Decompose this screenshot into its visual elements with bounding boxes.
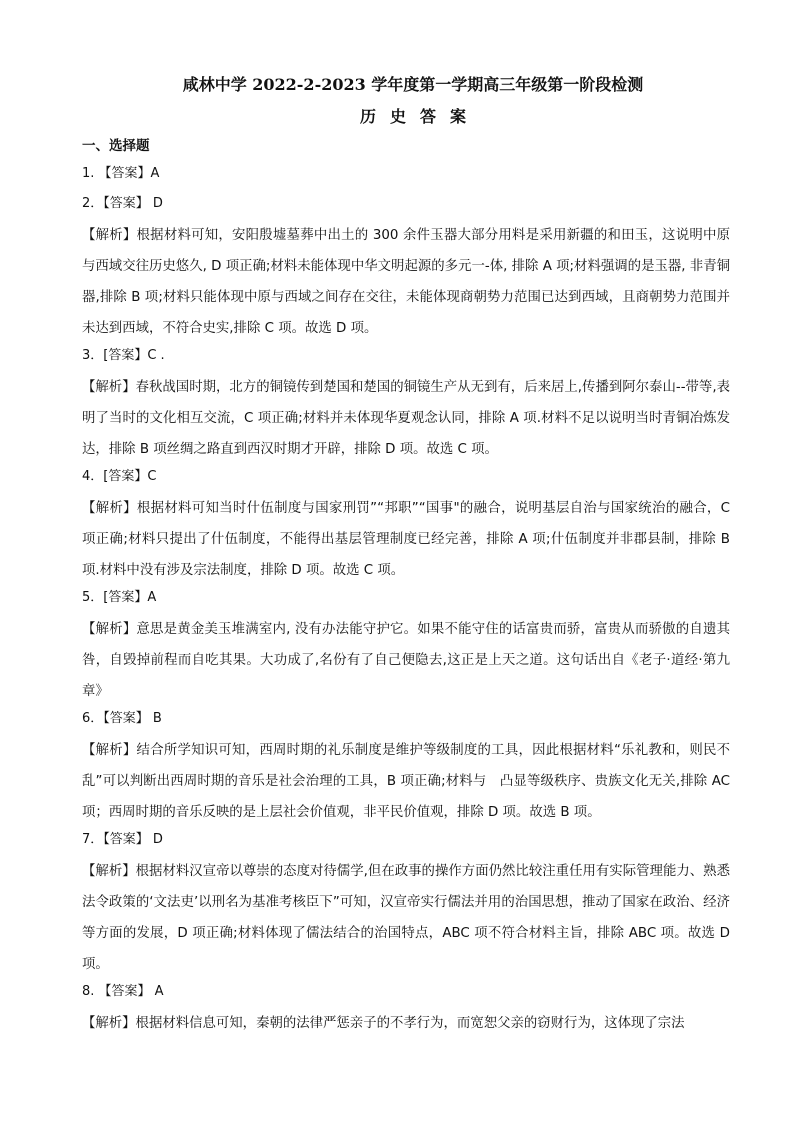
explanation-text: 【解析】根据材料可知，安阳殷墟墓葬中出土的 300 余件玉器大部分用料是采用新疆的和田玉，这说明中原与西域交往历史悠久, D 项正确;材料未能体现中华文明起源的多元一-体, 排除 A 项;材料强调的是玉器, 非青铜器,排除 B 项;材料只能体现中原与西域之间存在交往，未能体现商朝势力范围已达到西域，且商朝势力范围并未达到西域，不符合史实,排除 C 项。故选 D 项。	[82, 228, 730, 336]
section-heading: 一、选择题	[82, 138, 150, 154]
question-5	[82, 588, 730, 707]
answer-line: 1. 【答案】A	[82, 166, 160, 181]
answer-line: 2．【答案】 D	[82, 196, 163, 211]
answer-line: 6．【答案】 B	[82, 711, 162, 726]
explanation-text: 【解析】根据材料可知当时什伍制度与国家刑罚”“邦职”“国事"的融合，说明基层自治与国家统治的融合，C 项正确;材料只提出了什伍制度，不能得出基层管理制度已经完善，排除 A 项;什伍制度并非郡县制，排除 B 项.材料中没有涉及宗法制度，排除 D 项。故选 C 项。	[82, 501, 730, 578]
answer-line: 5．[答案】A	[82, 590, 157, 605]
question-2	[82, 194, 730, 344]
question-7	[82, 830, 730, 980]
document-title: 咸林中学 2022-2-2023 学年度第一学期高三年级第一阶段检测	[182, 75, 644, 94]
explanation-text: 【解析】春秋战国时期，北方的铜镜传到楚国和楚国的铜镜生产从无到有，后来居上,传播到阿尔泰山--带等,表明了当时的文化相互交流，C 项正确;材料并未体现华夏观念认同，排除 A 项.材料不足以说明当时青铜冶炼发达，排除 B 项丝绸之路直到西汉时期才开辟，排除 D 项。故选 C 项。	[82, 380, 730, 457]
answer-line: 8. 【答案】 A	[82, 984, 164, 999]
explanation-text: 【解析】结合所学知识可知，西周时期的礼乐制度是维护等级制度的工具，因此根据材料“乐礼教和，则民不乱”可以判断出西周时期的音乐是社会治理的工具，B 项正确;材料与 凸显等级秩序、贵族文化无关,排除 AC 项；西周时期的音乐反映的是上层社会价值观，非平民价值观，排除 D 项。故选 B 项。	[82, 743, 730, 820]
answer-line: 7．【答案】 D	[82, 832, 163, 847]
answer-line: 4．[答案】C	[82, 469, 157, 484]
explanation-text: 【解析】根据材料汉宣帝以尊崇的态度对待儒学,但在政事的操作方面仍然比较注重任用有实际管理能力、熟悉法令政策的‘文法吏’以刑名为基准考核臣下”可知，汉宣帝实行儒法并用的治国思想，推动了国家在政治、经济等方面的发展，D 项正确;材料体现了儒法结合的治国特点，ABC 项不符合材料主旨，排除 ABC 项。故选 D 项。	[82, 864, 730, 972]
question-8	[82, 982, 730, 1039]
question-4	[82, 467, 730, 586]
question-6	[82, 709, 730, 828]
document-subtitle: 历史答案	[359, 107, 480, 126]
answer-line: 3．[答案】C .	[82, 348, 165, 363]
question-1	[82, 164, 730, 184]
explanation-text: 【解析】根据材料信息可知，秦朝的法律严惩亲子的不孝行为，而宽恕父亲的窃财行为，这体现了宗法	[82, 1016, 685, 1031]
question-3	[82, 346, 730, 465]
explanation-text: 【解析】意思是黄金美玉堆满室内, 没有办法能守护它。如果不能守住的话富贵而骄，富贵从而骄傲的自遗其咎，自毁掉前程而自吃其果。大功成了,名份有了自己便隐去,这正是上天之道。这句话出自《老子·道经·第九章》	[82, 622, 730, 699]
